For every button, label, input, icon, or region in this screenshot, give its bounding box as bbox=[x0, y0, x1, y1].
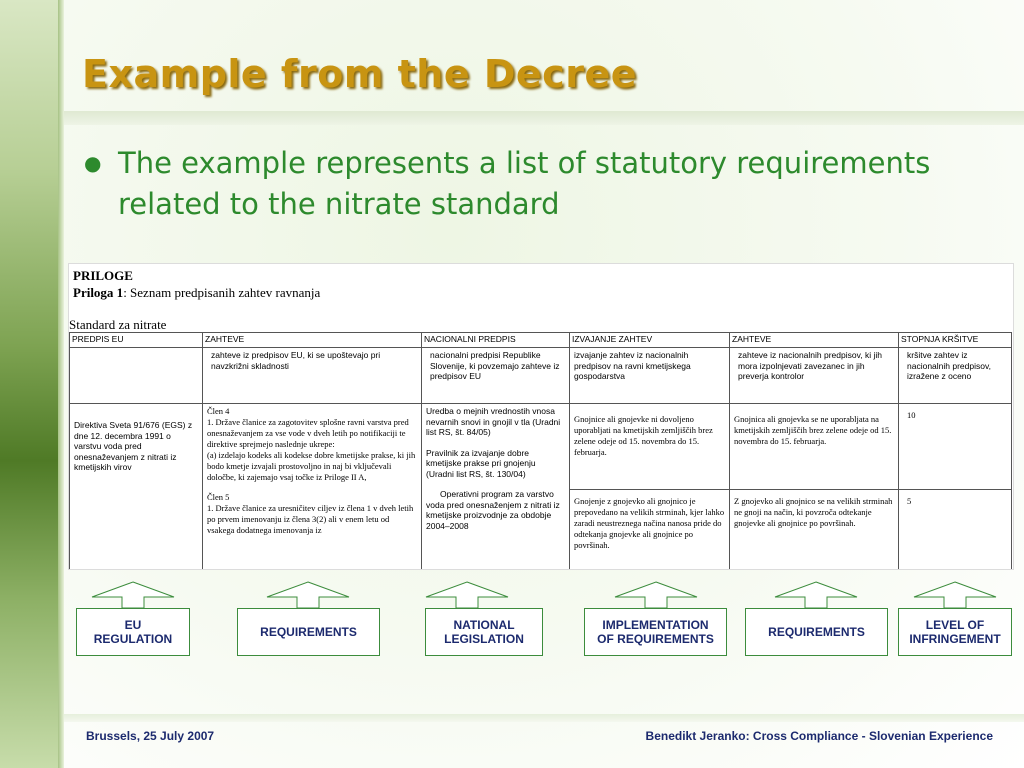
score-cell: 5 bbox=[899, 490, 1012, 570]
label-national-legislation bbox=[425, 608, 543, 656]
implementation-cell: Gnojnice ali gnojevke ni dovoljeno uporabljati na kmetijskih zemljiščih brez zelene odeje od 15. novembra do 15. februarja. bbox=[570, 404, 730, 490]
implementation-cell: Gnojenje z gnojevko ali gnojnico je prepovedano na velikih strminah, kjer lahko zaradi neustreznega načina nanosa pride do odtekanja gnojevke ali gnojnice po površinah. bbox=[570, 490, 730, 570]
bullet-item bbox=[84, 143, 984, 225]
col-header: ZAHTEVE bbox=[730, 333, 899, 348]
table-cell: zahteve iz nacionalnih predpisov, ki jih mora izpolnjevati zavezanec in jih preverja kontrolor bbox=[730, 348, 899, 404]
requirements-para: (a) izdelajo kodeks ali kodekse dobre kmetijske prakse, ki jih bodo kmetje izvajali prostovoljno in naj bi vključevali določbe, ki zajemajo vsaj točke iz Priloge II A, bbox=[207, 450, 416, 482]
table-cell: nacionalni predpisi Republike Slovenije, ki povzemajo zahteve iz predpisov EU bbox=[422, 348, 570, 404]
doc-heading-annex bbox=[73, 285, 320, 301]
up-arrow-icon bbox=[912, 580, 998, 608]
national-para: Operativni program za varstvo voda pred onesnaženjem z nitrati iz kmetijske proizvodnje za obdobje 2004–2008 bbox=[426, 489, 560, 531]
eu-regulation-cell bbox=[70, 404, 203, 570]
up-arrow-icon bbox=[90, 580, 176, 608]
label-line: LEVEL OF bbox=[925, 618, 985, 632]
doc-heading-standard: Standard za nitrate bbox=[69, 317, 167, 332]
col-header: NACIONALNI PREDPIS bbox=[422, 333, 570, 348]
eu-regulation-text: Direktiva Sveta 91/676 (EGS) z dne 12. decembra 1991 o varstvu voda pred onesnaževanjem z nitrati iz kmetijskih virov bbox=[74, 420, 193, 472]
requirements-para: 1. Države članice za zagotovitev splošne ravni varstva pred onesnaževanjem za vse vode v dveh letih po notifikaciji te direktive sprejmejo naslednje ukrepe: bbox=[207, 417, 409, 449]
label-implementation bbox=[584, 608, 727, 656]
requirements-table bbox=[69, 332, 1012, 570]
col-header: ZAHTEVE bbox=[203, 333, 422, 348]
doc-annex-label: Priloga 1 bbox=[73, 285, 124, 300]
label-line: REQUIREMENTS bbox=[260, 625, 357, 639]
national-para: Pravilnik za izvajanje dobre kmetijske prakse pri gnojenju (Uradni list RS, št. 130/04) bbox=[426, 447, 536, 479]
label-requirements-national bbox=[745, 608, 888, 656]
requirements-para: Člen 4 bbox=[207, 406, 230, 416]
decree-excerpt bbox=[68, 263, 1014, 570]
footer-divider bbox=[64, 714, 1024, 722]
requirements-cell bbox=[203, 404, 422, 570]
national-legislation-cell bbox=[422, 404, 570, 570]
label-level-of-infringement bbox=[898, 608, 1012, 656]
footer-author: Benedikt Jeranko: Cross Compliance - Slovenian Experience bbox=[645, 729, 993, 743]
up-arrow-icon bbox=[424, 580, 510, 608]
label-line: REGULATION bbox=[93, 632, 173, 646]
table-cell bbox=[70, 348, 203, 404]
label-eu-regulation bbox=[76, 608, 190, 656]
label-line: REQUIREMENTS bbox=[768, 625, 865, 639]
requirements-para: Člen 5 bbox=[207, 492, 230, 502]
bullet-dot-icon: ● bbox=[84, 151, 102, 175]
table-cell: zahteve iz predpisov EU, ki se upoštevajo pri navzkrižni skladnosti bbox=[203, 348, 422, 404]
column-labels bbox=[0, 580, 1024, 660]
label-line: EU bbox=[124, 618, 142, 632]
requirement-cell: Gnojnica ali gnojevka se ne uporabljata na kmetijskih zemljiščih brez zelene odeje od 15. novembra do 15. februarja. bbox=[730, 404, 899, 490]
table-row bbox=[70, 404, 1012, 490]
label-requirements bbox=[237, 608, 380, 656]
requirement-cell: Z gnojevko ali gnojnico se na velikih strminah ne gnoji na način, ki povzroča odtekanje gnojevke ali gnojnice po površinah. bbox=[730, 490, 899, 570]
table-description-row bbox=[70, 348, 1012, 404]
col-header: STOPNJA KRŠITVE bbox=[899, 333, 1012, 348]
label-line: OF REQUIREMENTS bbox=[597, 632, 714, 646]
table-cell: kršitve zahtev iz nacionalnih predpisov, izražene z oceno bbox=[899, 348, 1012, 404]
up-arrow-icon bbox=[613, 580, 699, 608]
footer-date: Brussels, 25 July 2007 bbox=[86, 729, 215, 743]
doc-annex-title: : Seznam predpisanih zahtev ravnanja bbox=[123, 285, 321, 300]
label-line: NATIONAL bbox=[453, 618, 515, 632]
slide-title: Example from the Decree bbox=[82, 52, 637, 96]
bullet-text: The example represents a list of statutory requirements related to the nitrate standard bbox=[118, 146, 931, 221]
doc-heading-priloge: PRILOGE bbox=[73, 268, 133, 283]
label-line: LEGISLATION bbox=[444, 632, 524, 646]
table-cell: izvajanje zahtev iz nacionalnih predpisov na ravni kmetijskega gospodarstva bbox=[570, 348, 730, 404]
up-arrow-icon bbox=[773, 580, 859, 608]
label-line: INFRINGEMENT bbox=[909, 632, 1001, 646]
national-para: Uredba o mejnih vrednostih vnosa nevarnih snovi in gnojil v tla (Uradni list RS, št. 84/05) bbox=[426, 406, 561, 437]
label-line: IMPLEMENTATION bbox=[602, 618, 709, 632]
up-arrow-icon bbox=[265, 580, 351, 608]
col-header: PREDPIS EU bbox=[70, 333, 203, 348]
title-underline bbox=[64, 111, 1024, 125]
score-cell: 10 bbox=[899, 404, 1012, 490]
requirements-para: 1. Države članice za uresničitev ciljev iz člena 1 v dveh letih po prvem imenovanju iz člena 3(2) ali v enem letu od vsakega dodatnega imenovanja iz bbox=[207, 503, 414, 535]
col-header: IZVAJANJE ZAHTEV bbox=[570, 333, 730, 348]
table-header-row bbox=[70, 333, 1012, 348]
